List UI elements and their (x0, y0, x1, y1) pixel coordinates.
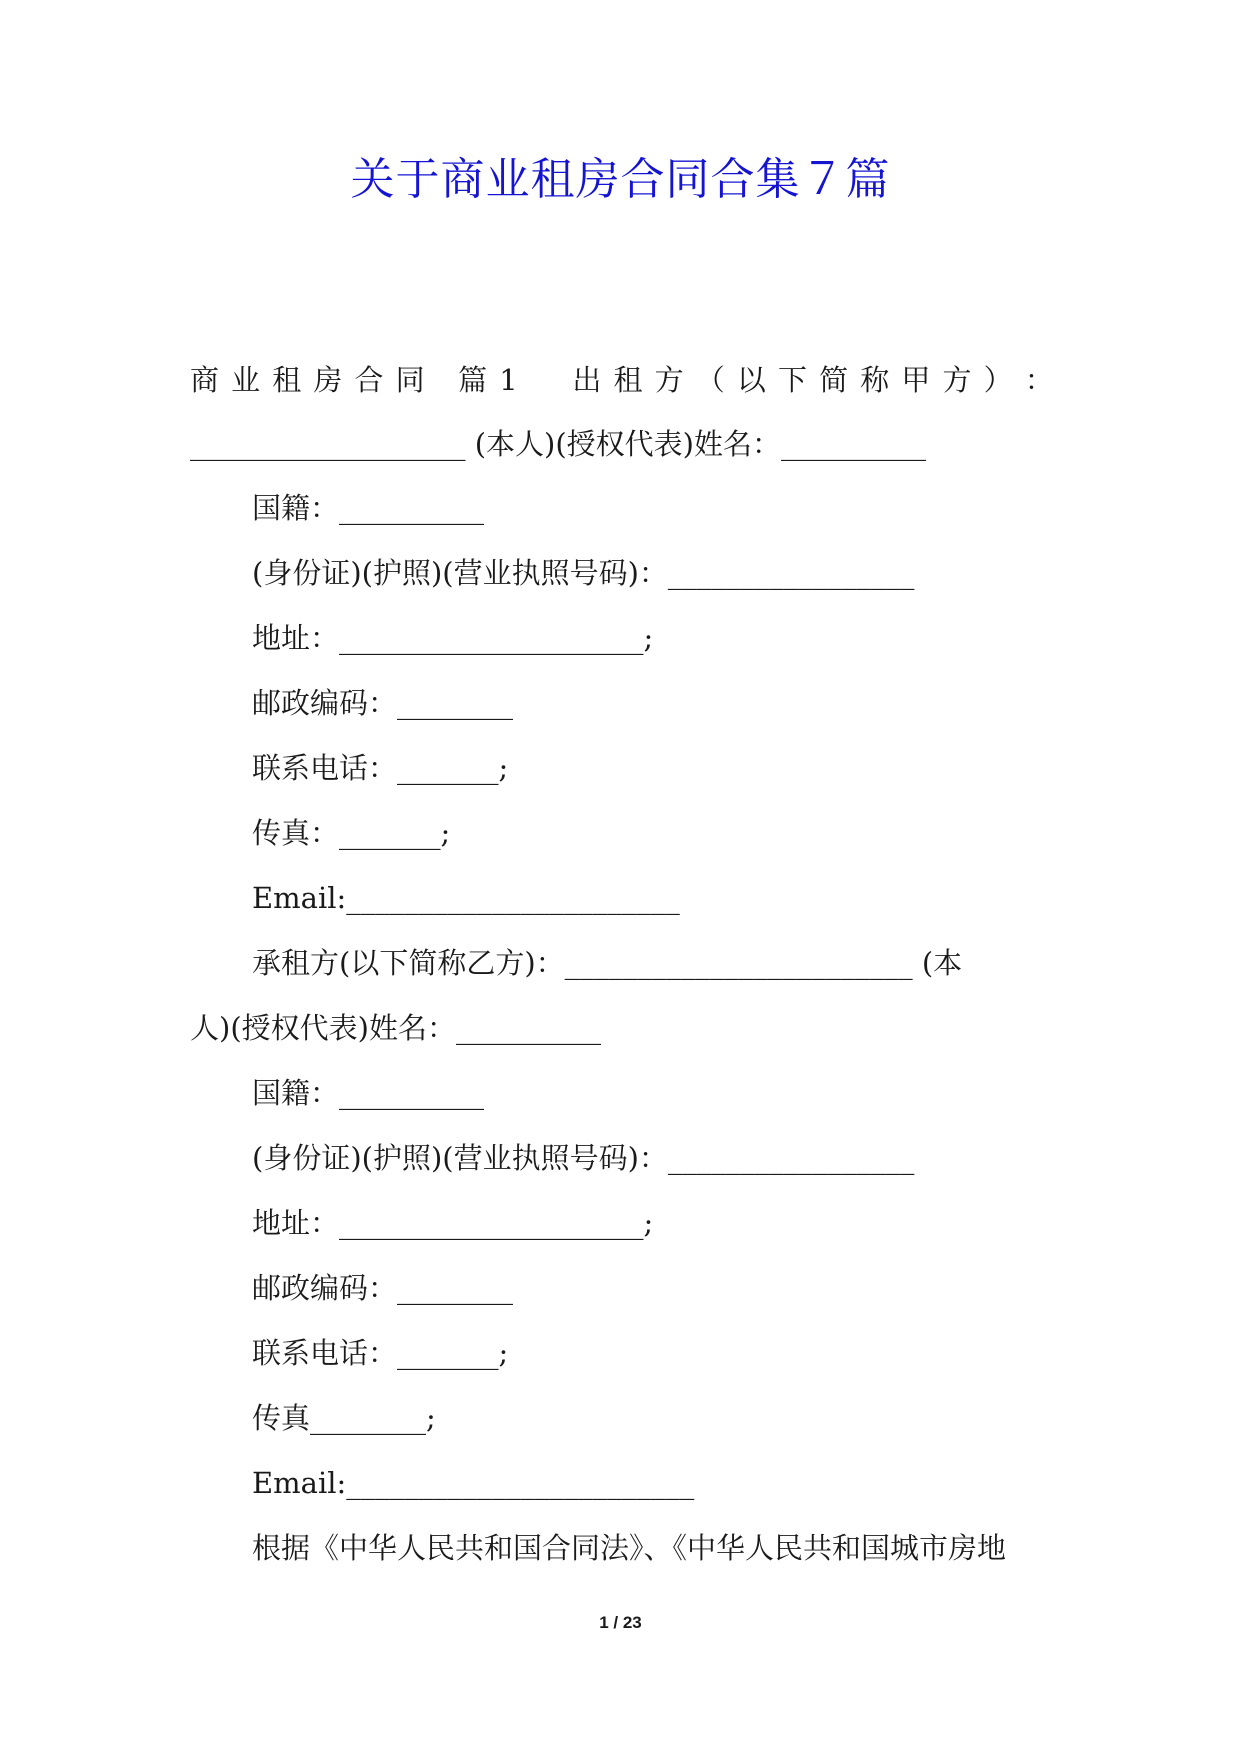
first-line-char: 房 (313, 363, 343, 397)
first-line-char: 租 (272, 363, 302, 397)
first-line-char: ） (983, 363, 1013, 397)
lessee-email-line: Email:________________________ (252, 1466, 695, 1500)
lessor-id-line: (身份证)(护照)(营业执照号码)：_________________ (252, 556, 915, 590)
first-line-char: 出 (572, 363, 602, 397)
page-number: 1 / 23 (599, 1613, 642, 1632)
first-line-char: 合 (354, 363, 384, 397)
first-line-char: 同 (395, 363, 425, 397)
lessor-phone-line: 联系电话：_______; (252, 751, 509, 785)
first-line-char: 商 (190, 363, 220, 397)
document-title: 关于商业租房合同合集７篇 (350, 154, 891, 205)
lessee-name-line: 人)(授权代表)姓名：__________ (190, 1011, 601, 1045)
first-line-char: 篇 (458, 363, 488, 397)
lessor-address-line: 地址：_____________________; (252, 621, 654, 655)
legal-basis-line: 根据《中华人民共和国合同法》、《中华人民共和国城市房地 (252, 1531, 1007, 1565)
first-line-char: 方 (942, 363, 972, 397)
first-line-char: （ (695, 363, 725, 397)
lessee-address-line: 地址：_____________________; (252, 1206, 654, 1240)
lessee-postcode-line: 邮政编码：________ (252, 1271, 514, 1305)
first-line-char: 业 (231, 363, 261, 397)
lessee-intro-line: 承租方(以下简称乙方)：________________________ (本 (252, 946, 963, 980)
lessee-fax-line: 传真________; (252, 1401, 436, 1435)
first-line-char (530, 360, 539, 400)
first-line-char: 下 (778, 363, 808, 397)
lessee-nationality-line: 国籍：__________ (252, 1076, 485, 1110)
first-line-char (437, 360, 446, 400)
first-line-char: 租 (613, 363, 643, 397)
lessor-name-line: ___________________ (本人)(授权代表)姓名：__________ (190, 427, 926, 461)
first-line-char: 1 (499, 363, 518, 397)
first-line-char (551, 360, 560, 400)
first-line-char: 甲 (901, 363, 931, 397)
lessee-id-line: (身份证)(护照)(营业执照号码)：_________________ (252, 1141, 915, 1175)
lessor-email-line: Email:_______________________ (252, 881, 680, 915)
first-line-char: ： (1024, 363, 1054, 397)
lessor-nationality-line: 国籍：__________ (252, 491, 485, 525)
lessee-phone-line: 联系电话：_______; (252, 1336, 509, 1370)
first-line-char: 方 (654, 363, 684, 397)
first-paragraph-line (190, 360, 1054, 400)
first-line-char: 称 (860, 363, 890, 397)
first-line-char: 以 (736, 363, 766, 397)
lessor-fax-line: 传真：_______; (252, 816, 451, 850)
first-line-char: 简 (819, 363, 849, 397)
lessor-postcode-line: 邮政编码：________ (252, 686, 514, 720)
